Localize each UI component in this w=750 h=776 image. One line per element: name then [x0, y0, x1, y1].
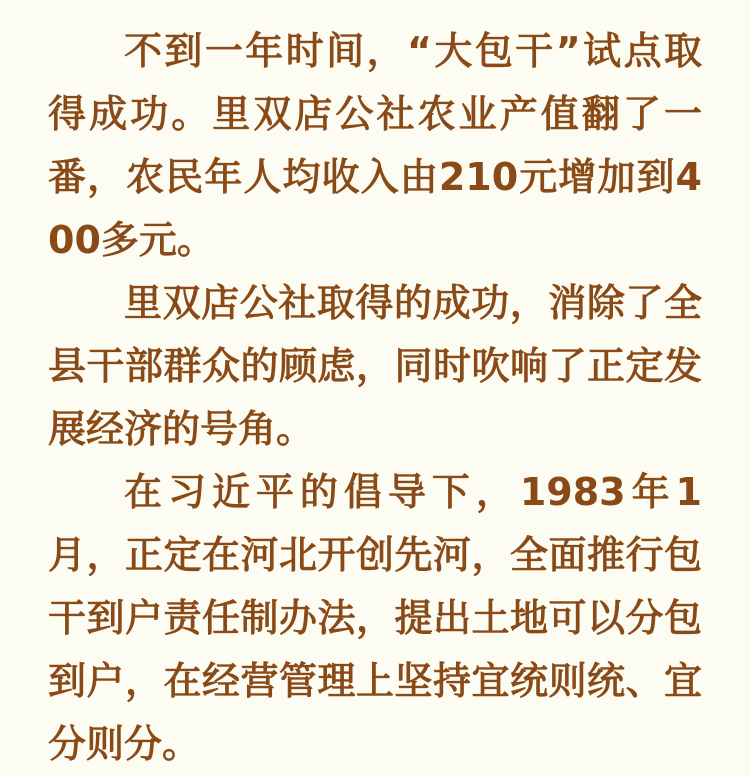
paragraph-3: 在习近平的倡导下，1983年1月，正定在河北开创先河，全面推行包干到户责任制办法，提出土地可以分包到户，在经营管理上坚持宜统则统、宜分则分。 [48, 470, 702, 766]
paragraph-2: 里双店公社取得的成功，消除了全县干部群众的顾虑，同时吹响了正定发展经济的号角。 [48, 281, 702, 451]
paragraph-1: 不到一年时间，“大包干”试点取得成功。里双店公社农业产值翻了一番，农民年人均收入由210元增加到400多元。 [48, 29, 702, 262]
